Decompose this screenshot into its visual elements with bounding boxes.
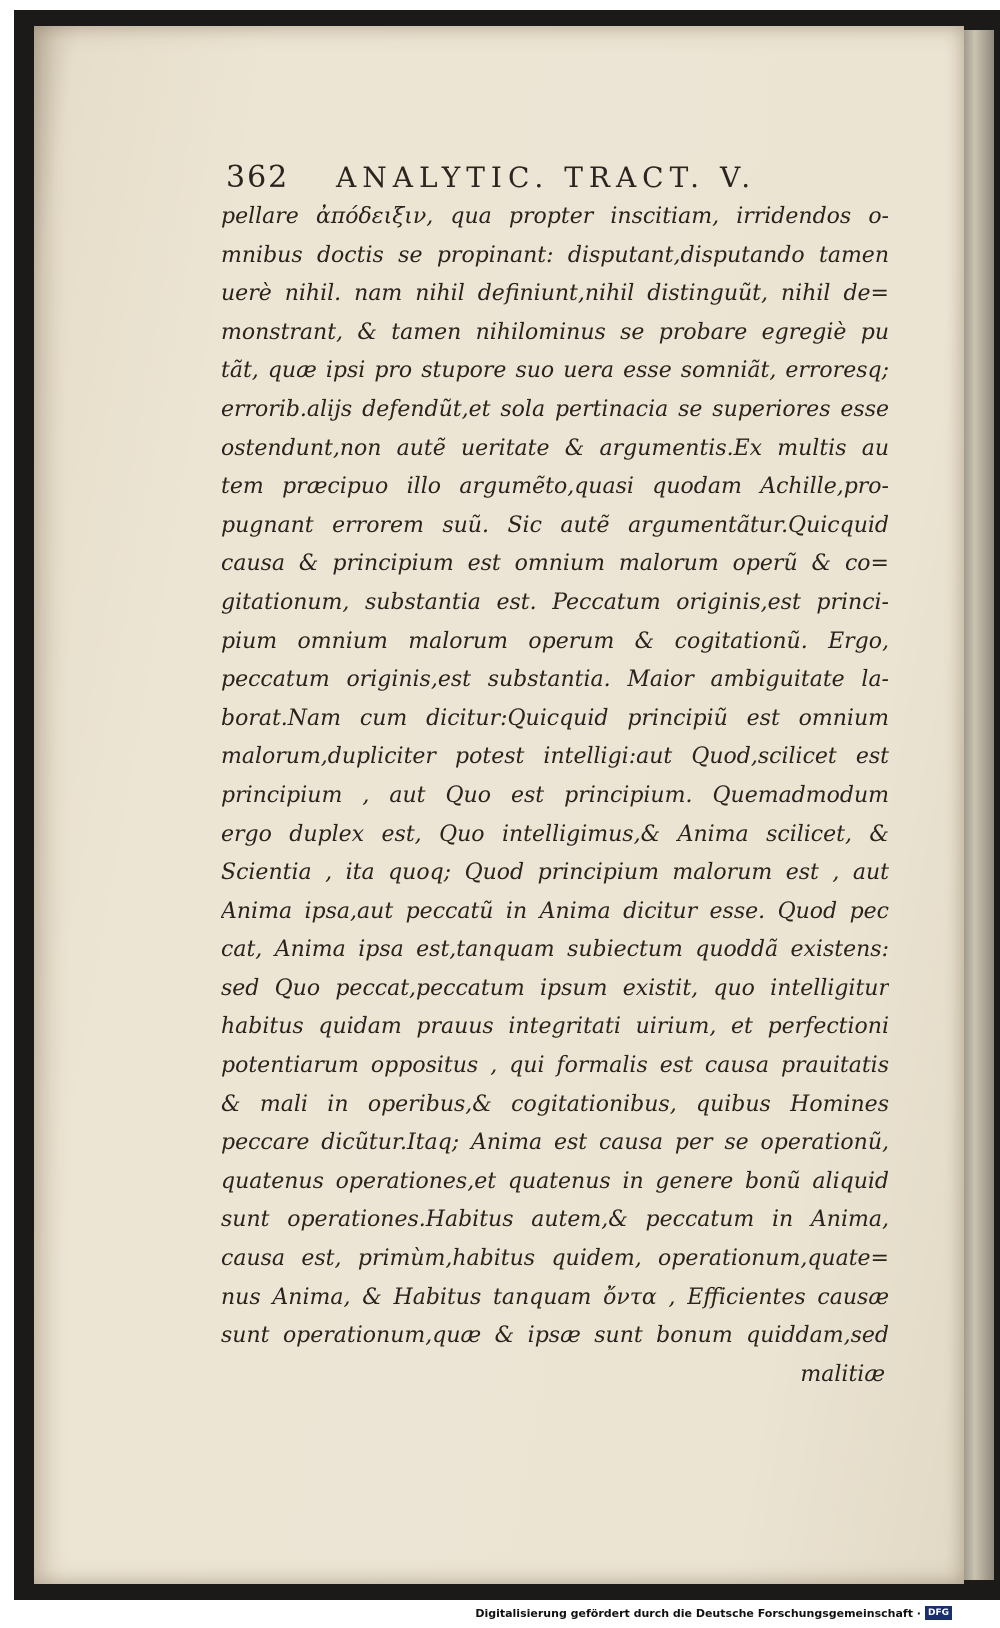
text-line: habitus quidam prauus integritati uirium, et perfectioni — [221, 1014, 889, 1040]
dfg-logo: DFG — [925, 1606, 952, 1620]
text-line: tãt, quæ ipsi pro stupore suo uera esse somniãt, erroresq; — [221, 358, 889, 384]
text-line: malorum,dupliciter potest intelligi:aut Quod,scilicet est — [221, 744, 889, 770]
text-line: mnibus doctis se propinant: disputant,disputando tamen — [221, 242, 889, 268]
text-line: & mali in operibus,& cogitationibus, quibus Homines — [221, 1091, 889, 1117]
text-line: potentiarum oppositus , qui formalis est causa prauitatis — [221, 1053, 889, 1079]
page-number: 362 — [226, 160, 290, 195]
text-line: monstrant, & tamen nihilominus se probare egregiè pu — [221, 319, 889, 345]
text-line: nus Anima, & Habitus tanquam ὄντα , Efficientes causæ — [221, 1284, 889, 1310]
catchword: malitiæ — [800, 1361, 885, 1387]
text-line: peccatum originis,est substantia. Maior ambiguitate la- — [221, 667, 889, 693]
digitization-credit — [475, 1604, 952, 1622]
credit-text: Digitalisierung gefördert durch die Deutsche Forschungsgemeinschaft · — [475, 1606, 921, 1620]
running-head: ANALYTIC. TRACT. V. — [336, 161, 757, 194]
text-line: Scientia , ita quoq; Quod principium malorum est , aut — [221, 860, 889, 886]
text-line: causa & principium est omnium malorum operũ & co= — [221, 551, 889, 577]
text-line: peccare dicũtur.Itaq; Anima est causa per se operationũ, — [221, 1130, 889, 1156]
text-line: tem præcipuo illo argumẽto,quasi quodam Achille,pro- — [221, 474, 889, 500]
text-line: principium , aut Quo est principium. Quemadmodum — [221, 782, 889, 808]
text-line: Anima ipsa,aut peccatũ in Anima dicitur esse. Quod pec — [221, 898, 889, 924]
text-line: pugnant errorem suũ. Sic autẽ argumentãtur.Quicquid — [221, 512, 889, 538]
text-line: causa est, primùm,habitus quidem, operationum,quate= — [221, 1246, 889, 1272]
text-line: cat, Anima ipsa est,tanquam subiectum quoddã existens: — [221, 937, 889, 963]
text-line: uerè nihil. nam nihil definiunt,nihil distinguũt, nihil de= — [221, 281, 889, 307]
text-line: ostendunt,non autẽ ueritate & argumentis.Ex multis au — [221, 435, 889, 461]
text-line: pium omnium malorum operum & cogitationũ. Ergo, — [221, 628, 889, 654]
text-line: gitationum, substantia est. Peccatum originis,est princi- — [221, 589, 889, 615]
text-line: pellare ἀπόδειξιν, qua propter inscitiam, irridendos o- — [221, 204, 889, 229]
text-line: borat.Nam cum dicitur:Quicquid principiũ est omnium — [221, 705, 889, 731]
text-line: ergo duplex est, Quo intelligimus,& Anima scilicet, & — [221, 821, 889, 847]
text-line: errorib.alijs defendũt,et sola pertinacia se superiores esse — [221, 396, 889, 422]
body-text — [221, 198, 889, 1394]
text-line: sunt operationum,quæ & ipsæ sunt bonum quiddam,sed — [221, 1323, 889, 1349]
text-line: sed Quo peccat,peccatum ipsum existit, quo intelligitur — [221, 975, 889, 1001]
text-line: sunt operationes.Habitus autem,& peccatum in Anima, — [221, 1207, 889, 1233]
page-edge — [962, 30, 994, 1580]
text-line: quatenus operationes,et quatenus in genere bonũ aliquid — [221, 1168, 889, 1194]
